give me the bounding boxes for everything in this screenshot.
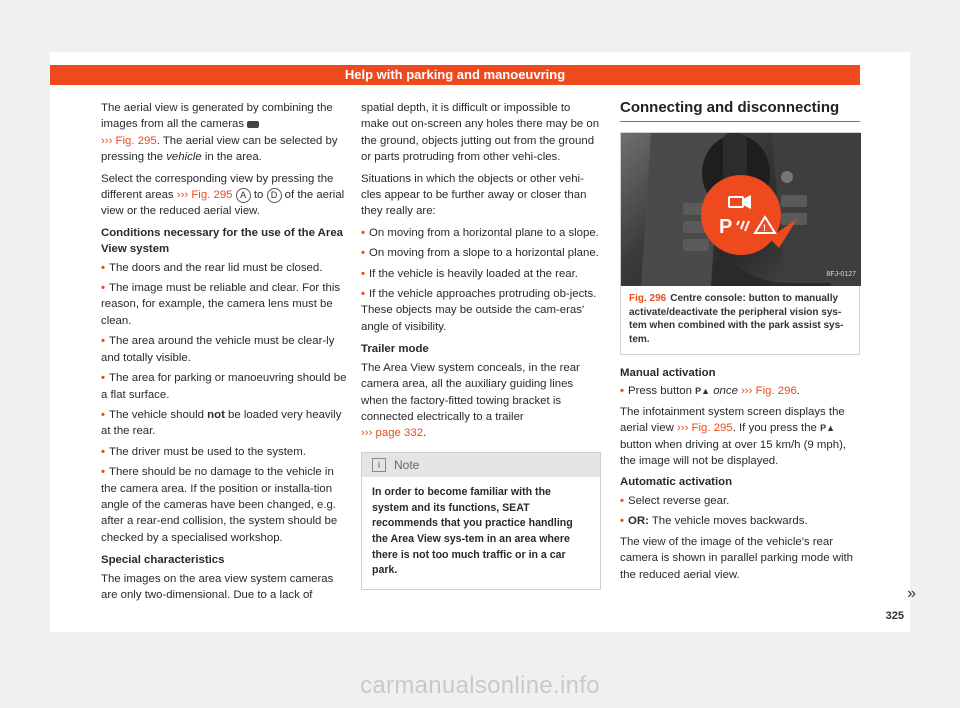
page-link[interactable]: ››› page 332 (361, 427, 424, 440)
fig-link[interactable]: ››› Fig. 295 (176, 189, 233, 202)
console-photo (621, 133, 861, 286)
note-title: Note (394, 457, 420, 472)
list-item: • On moving from a horizontal plane to a slope. (361, 226, 599, 239)
info-icon: i (372, 458, 386, 472)
console-illustration (621, 133, 861, 286)
trailer-heading: Trailer mode (361, 343, 429, 356)
list-item: • The vehicle should not be loaded very heavily at the rear. (101, 408, 342, 438)
conditions-heading: Conditions necessary for the use of the Area View system (101, 226, 344, 256)
chapter-header: Help with parking and manoeuvring (50, 65, 860, 85)
figure-296 (620, 132, 860, 355)
fig-link[interactable]: ››› Fig. 296 (737, 385, 797, 398)
column-2 (361, 100, 601, 590)
figure-label: Fig. 296 (629, 293, 667, 305)
area-marker-a: A (236, 188, 251, 203)
watermark: carmanualsonline.info (360, 672, 600, 699)
area-marker-d: D (267, 188, 282, 203)
list-item: • If the vehicle approaches protruding ob-jects. These objects may be outside the cam-eras' angle of visibility. (361, 288, 597, 333)
auto-heading: Automatic activation (620, 476, 733, 489)
image-id: 8FJ-0127 (826, 271, 856, 278)
final-paragraph: The view of the image of the vehicle's rear camera is shown in parallel parking mode with the reduced aerial view. (620, 535, 853, 581)
list-item: • The area around the vehicle must be clear-ly and totally visible. (101, 335, 335, 364)
manual-heading: Manual activation (620, 367, 716, 380)
note-box (361, 452, 601, 590)
list-item: • The area for parking or manoeuvring should be a flat surface. (101, 372, 347, 401)
list-item: • OR: The vehicle moves backwards. (620, 515, 808, 528)
park-assist-icon: P▲ (695, 386, 711, 397)
intro-paragraph: The aerial view is generated by combining the images from all the cameras ››› Fig. 295. The aerial view can be selected by pressing the vehicle in the area. (101, 102, 338, 164)
list-item: • On moving from a slope to a horizontal plane. (361, 247, 599, 260)
continued-marker: » (907, 585, 916, 602)
list-item: • The image must be reliable and clear. For this reason, for example, the camera lens must be clean. (101, 282, 341, 327)
column-1 (101, 100, 349, 608)
note-header (362, 453, 600, 477)
list-item: • The doors and the rear lid must be closed. (101, 261, 323, 274)
situations-paragraph: Situations in which the objects or other vehi-cles appear to be further away or closer than they really are: (361, 172, 587, 218)
svg-text:!: ! (763, 223, 766, 234)
special-paragraph: The images on the area view system cameras are only two-dimensional. Due to a lack of (101, 572, 334, 601)
trailer-paragraph: The Area View system conceals, in the rear camera area, all the auxiliary guiding lines when the factory-fitted towing bracket is connected electrically to a trailer ››› page 332. (361, 361, 580, 440)
list-item: • If the vehicle is heavily loaded at the rear. (361, 267, 578, 280)
camera-icon (247, 121, 259, 128)
list-item: • Press button P▲ once ››› Fig. 296. (620, 383, 860, 399)
infotainment-paragraph: The infotainment system screen displays the aerial view ››› Fig. 295. If you press the P▲ button when driving at over 15 km/h (9 mph), the image will not be displayed. (620, 405, 847, 468)
section-title: Connecting and disconnecting (620, 100, 860, 122)
fig-link[interactable]: ››› Fig. 295 (101, 134, 157, 147)
list-item: • There should be no damage to the vehicle in the camera area. If the position or installa-tion angle of the cameras have been changed, e.g. after a rear-end collision, the system should be checked by a specialised workshop. (101, 466, 338, 544)
special-heading: Special characteristics (101, 554, 225, 567)
svg-text:P: P (719, 216, 733, 239)
list-item: • The driver must be used to the system. (101, 445, 306, 458)
park-assist-icon: P▲ (820, 423, 835, 434)
depth-paragraph: spatial depth, it is difficult or impossible to make out on-screen any holes there may be on the ground, objects jutting out from the ground or parts protruding from other vehi-cles. (361, 102, 600, 164)
figure-caption: Fig. 296 Centre console: button to manually activate/deactivate the peripheral vision sys-tem when combined with the park assist sys-tem. (629, 293, 844, 345)
column-3 (620, 100, 860, 588)
select-paragraph: Select the corresponding view by pressing the different areas ››› Fig. 295 A to D of the aerial view or the reduced aerial view. (101, 172, 345, 218)
note-text: In order to become familiar with the system and its functions, SEAT recommends that you practice handling the Area View sys-tem in an area where there is not too much traffic or in a car park. (372, 486, 573, 577)
list-item: • Select reverse gear. (620, 494, 730, 507)
fig-link[interactable]: ››› Fig. 295 (676, 422, 733, 435)
page-number: 325 (885, 610, 904, 622)
